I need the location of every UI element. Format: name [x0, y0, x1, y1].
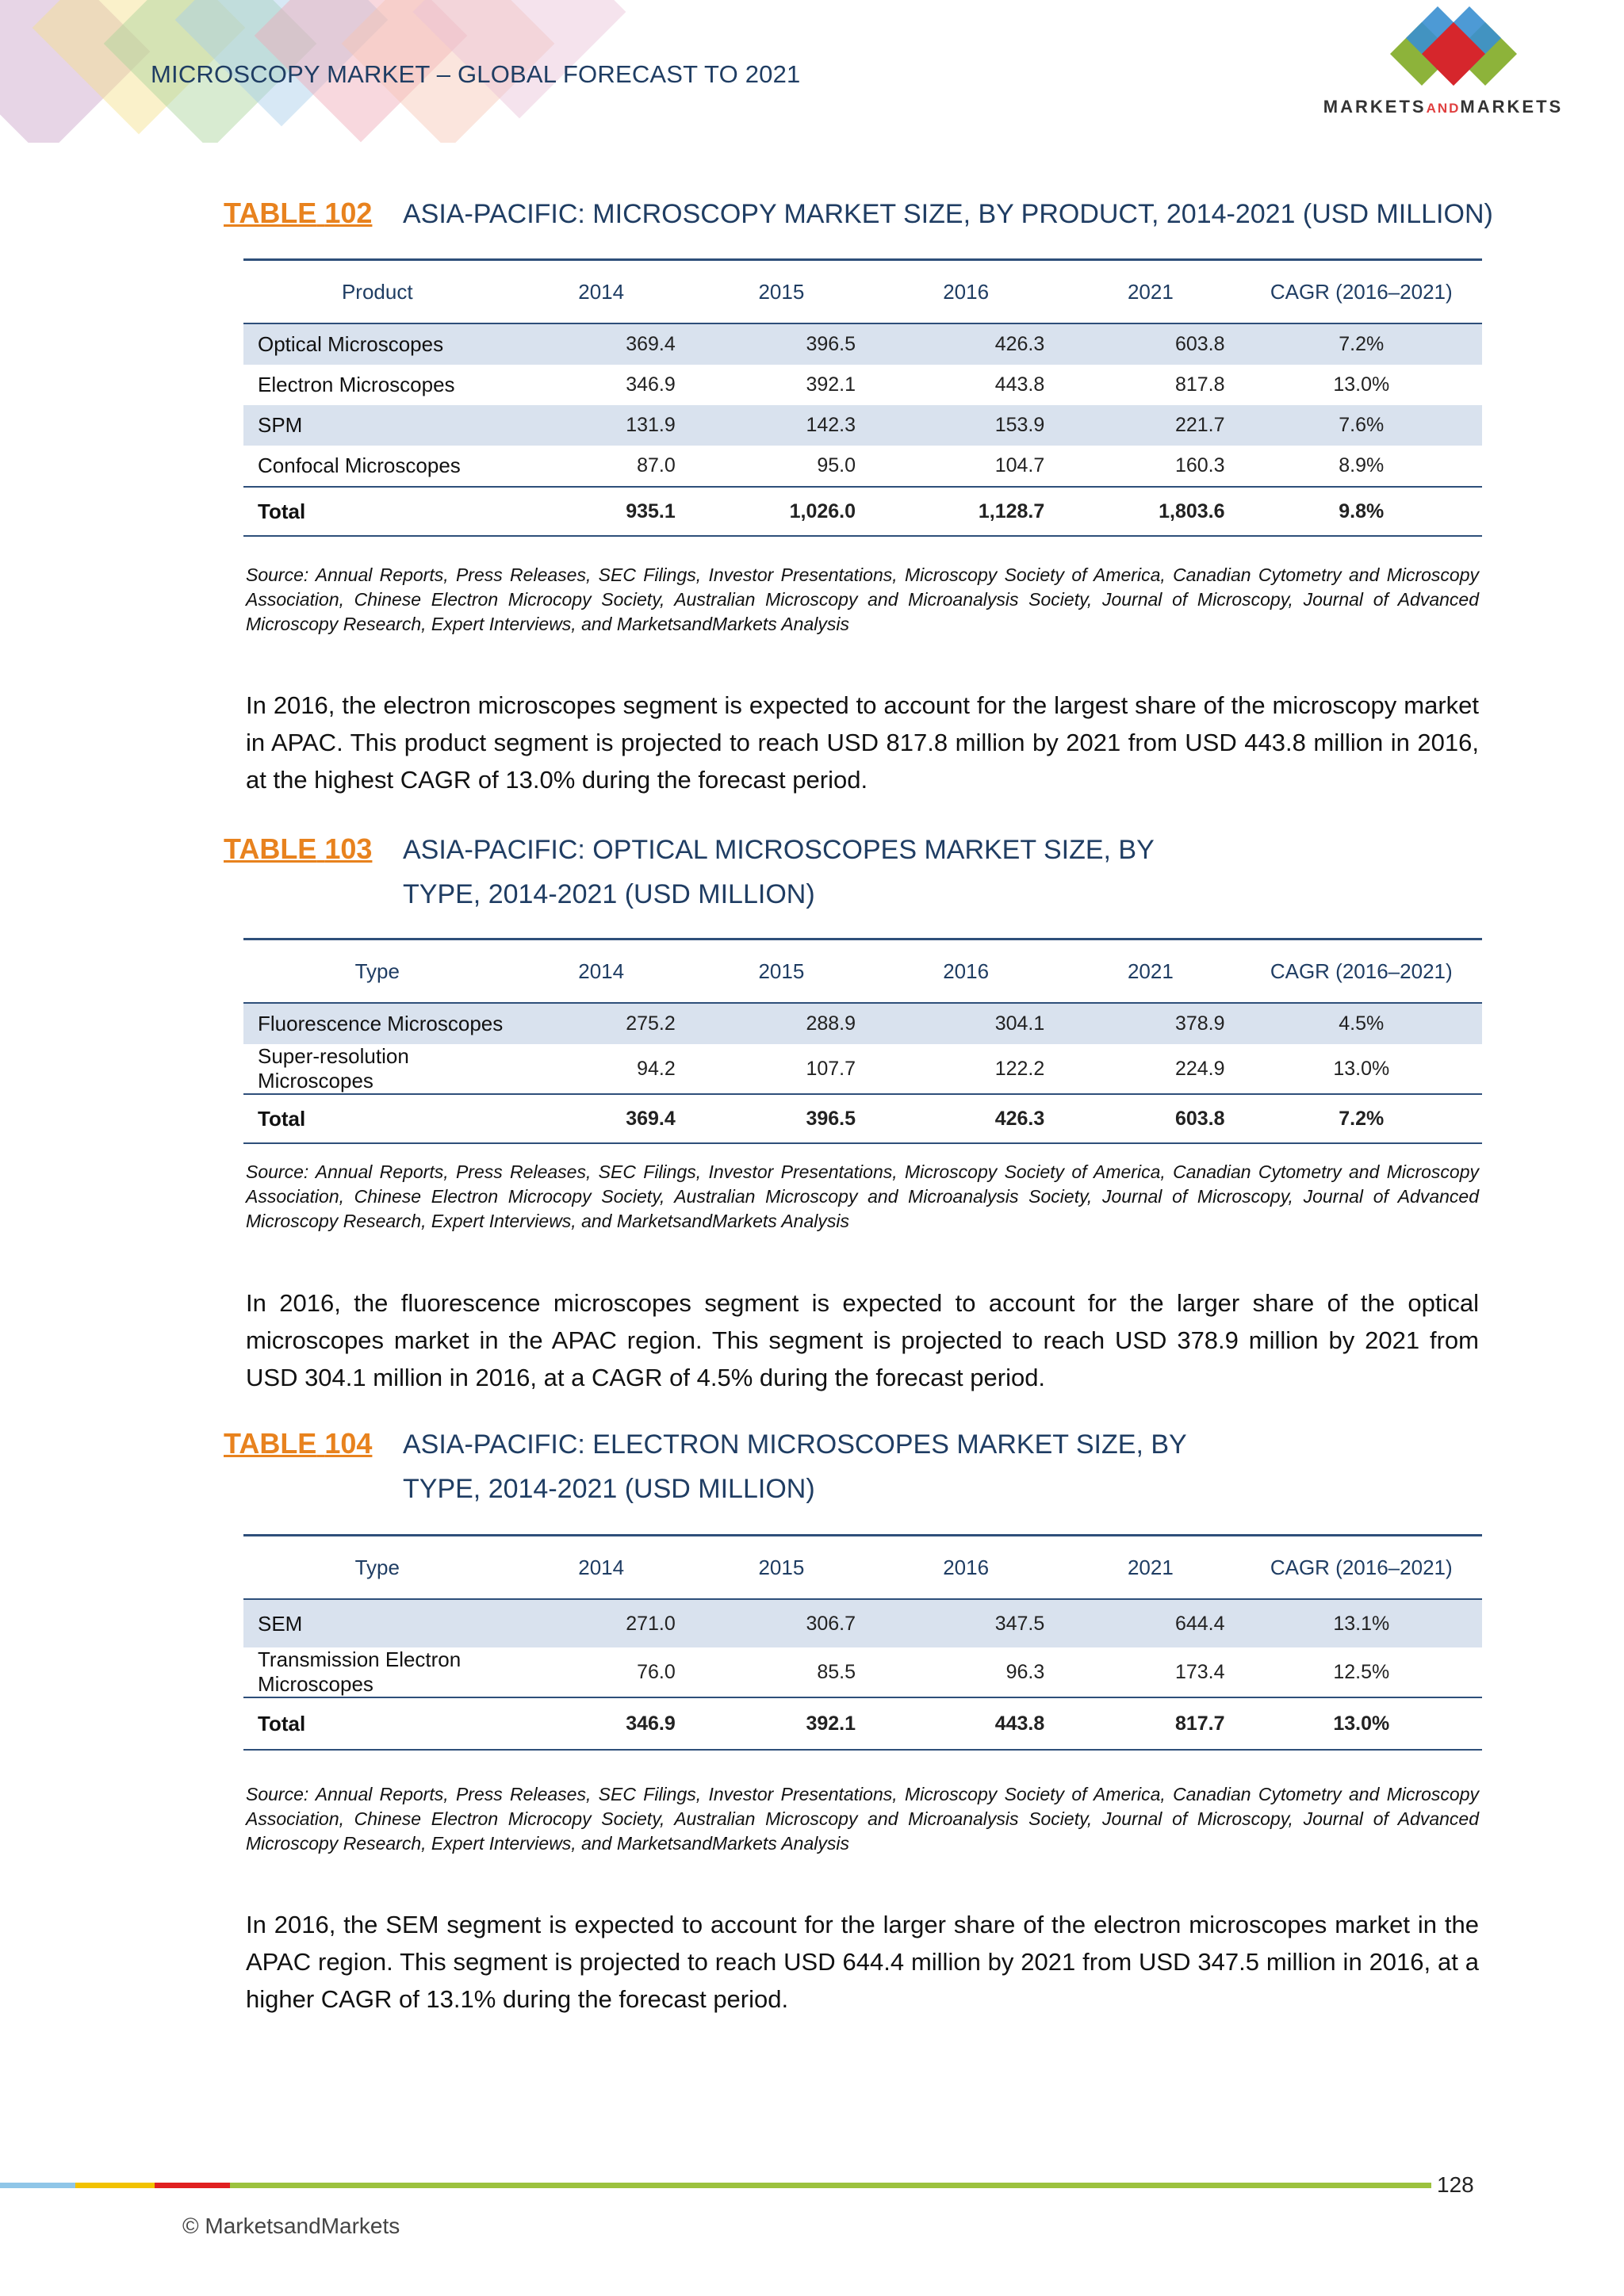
- cell-value: 288.9: [691, 1003, 871, 1044]
- row-label: Total: [243, 487, 511, 536]
- table-total-row: [243, 1094, 1482, 1143]
- footer-bar-blue: [0, 2183, 75, 2188]
- cell-value: 443.8: [871, 1697, 1060, 1750]
- table-row: [243, 1003, 1482, 1044]
- table-source: Source: Annual Reports, Press Releases, SEC Filings, Investor Presentations, Microscopy Society of America, Canadian Cytometry and Microscopy Association, Chinese Electron Microcopy Society, Australian Microscopy and Microanalysis Society, Journal of Microscopy, Journal of Advanced Microscopy Research, Expert Interviews, and MarketsandMarkets Analysis: [246, 1784, 1479, 1854]
- cell-value: 13.0%: [1333, 373, 1390, 396]
- column-header: 2015: [691, 260, 871, 324]
- column-header: 2016: [871, 939, 1060, 1004]
- cell-value: 122.2: [994, 1057, 1045, 1080]
- table-row: [243, 365, 1482, 405]
- cell-value: 347.5: [871, 1599, 1060, 1647]
- table-row: [243, 1647, 1482, 1697]
- copyright-text: © MarketsandMarkets: [182, 2214, 400, 2238]
- cell-value: 346.9: [626, 373, 676, 396]
- column-header: 2015: [691, 1536, 871, 1600]
- cell-value: 221.7: [1060, 405, 1240, 446]
- logo-text-markets2: MARKETS: [1460, 97, 1564, 117]
- cell-value: 603.8: [1060, 323, 1240, 365]
- cell-value: 224.9: [1174, 1057, 1225, 1080]
- column-header: CAGR (2016–2021): [1241, 260, 1482, 324]
- cell-value: 107.7: [806, 1057, 856, 1080]
- cell-value: 131.9: [511, 405, 691, 446]
- row-label: Optical Microscopes: [243, 323, 511, 365]
- cell-value: 4.5%: [1241, 1003, 1482, 1044]
- cell-value: 13.1%: [1241, 1599, 1482, 1647]
- column-header: Product: [243, 260, 511, 324]
- cell-value: 95.0: [817, 454, 856, 476]
- footer-bar-yellow: [75, 2183, 155, 2188]
- cell-value: 378.9: [1060, 1003, 1240, 1044]
- table-row: [243, 323, 1482, 365]
- cell-value: 12.5%: [1333, 1660, 1390, 1683]
- table-source: Source: Annual Reports, Press Releases, SEC Filings, Investor Presentations, Microscopy Society of America, Canadian Cytometry and Microscopy Association, Chinese Electron Microcopy Society, Australian Microscopy and Microanalysis Society, Journal of Microscopy, Journal of Advanced Microscopy Research, Expert Interviews, and MarketsandMarkets Analysis: [246, 564, 1479, 634]
- logo-text-markets: MARKETS: [1323, 97, 1427, 117]
- cell-value: 304.1: [871, 1003, 1060, 1044]
- table-label[interactable]: TABLE 103: [224, 832, 373, 865]
- cell-value: 13.0%: [1241, 1697, 1482, 1750]
- column-header: 2021: [1060, 260, 1240, 324]
- cell-value: 13.0%: [1333, 1057, 1390, 1080]
- table-source: Source: Annual Reports, Press Releases, SEC Filings, Investor Presentations, Microscopy Society of America, Canadian Cytometry and Microscopy Association, Chinese Electron Microcopy Society, Australian Microscopy and Microanalysis Society, Journal of Microscopy, Journal of Advanced Microscopy Research, Expert Interviews, and MarketsandMarkets Analysis: [246, 1161, 1479, 1231]
- table-total-row: [243, 1697, 1482, 1750]
- cell-value: 443.8: [994, 373, 1045, 396]
- row-label: Total: [243, 1094, 511, 1143]
- cell-value: 9.8%: [1241, 487, 1482, 536]
- row-label: Super-resolution Microscopes: [258, 1044, 409, 1093]
- column-header: 2021: [1060, 1536, 1240, 1600]
- cell-value: 817.7: [1060, 1697, 1240, 1750]
- logo-text-and: AND: [1426, 101, 1461, 116]
- row-label: Confocal Microscopes: [258, 453, 461, 477]
- cell-value: 603.8: [1060, 1094, 1240, 1143]
- table-row: [243, 446, 1482, 487]
- cell-value: 87.0: [637, 454, 676, 476]
- cell-value: 1,128.7: [871, 487, 1060, 536]
- table-row: [243, 1044, 1482, 1094]
- cell-value: 369.4: [511, 1094, 691, 1143]
- cell-value: 7.2%: [1241, 323, 1482, 365]
- cell-value: 426.3: [871, 323, 1060, 365]
- cell-value: 392.1: [806, 373, 856, 396]
- cell-value: 346.9: [511, 1697, 691, 1750]
- table-label[interactable]: TABLE 104: [224, 1427, 373, 1460]
- cell-value: 76.0: [637, 1660, 676, 1683]
- column-header: 2015: [691, 939, 871, 1004]
- table-total-row: [243, 487, 1482, 536]
- table-label[interactable]: TABLE 102: [224, 197, 373, 229]
- cell-value: 817.8: [1174, 373, 1225, 396]
- cell-value: 396.5: [691, 1094, 871, 1143]
- cell-value: 1,026.0: [691, 487, 871, 536]
- logo-text: [1300, 97, 1586, 117]
- row-label: Fluorescence Microscopes: [243, 1003, 511, 1044]
- cell-value: 426.3: [871, 1094, 1060, 1143]
- cell-value: 306.7: [691, 1599, 871, 1647]
- cell-value: 142.3: [691, 405, 871, 446]
- cell-value: 396.5: [691, 323, 871, 365]
- data-table: [243, 258, 1482, 537]
- column-header: 2021: [1060, 939, 1240, 1004]
- cell-value: 392.1: [691, 1697, 871, 1750]
- column-header: 2016: [871, 260, 1060, 324]
- row-label: SEM: [243, 1599, 511, 1647]
- cell-value: 8.9%: [1339, 454, 1385, 476]
- cell-value: 160.3: [1174, 454, 1225, 476]
- data-table: [243, 1534, 1482, 1751]
- cell-value: 85.5: [817, 1660, 856, 1683]
- document-header-title: MICROSCOPY MARKET – GLOBAL FORECAST TO 2021: [151, 60, 801, 88]
- column-header: 2014: [511, 260, 691, 324]
- cell-value: 644.4: [1060, 1599, 1240, 1647]
- body-paragraph: In 2016, the fluorescence microscopes segment is expected to account for the larger share of the optical microscopes market in the APAC region. This segment is projected to reach USD 378.9 million by 2021 from USD 304.1 million in 2016, at a CAGR of 4.5% during the forecast period.: [246, 1289, 1479, 1391]
- column-header: Type: [243, 939, 511, 1004]
- footer-bar-green: [230, 2183, 1431, 2188]
- cell-value: 96.3: [1005, 1660, 1045, 1683]
- cell-value: 153.9: [871, 405, 1060, 446]
- table-row: [243, 405, 1482, 446]
- cell-value: 94.2: [637, 1057, 676, 1080]
- table-row: [243, 1599, 1482, 1647]
- body-paragraph: In 2016, the SEM segment is expected to account for the larger share of the electron microscopes market in the APAC region. This segment is projected to reach USD 644.4 million by 2021 from USD 347.5 million in 2016, at a higher CAGR of 13.1% during the forecast period.: [246, 1911, 1479, 2013]
- cell-value: 1,803.6: [1060, 487, 1240, 536]
- footer-bar-red: [155, 2183, 230, 2188]
- column-header: CAGR (2016–2021): [1241, 1536, 1482, 1600]
- data-table: [243, 938, 1482, 1144]
- cell-value: 271.0: [511, 1599, 691, 1647]
- cell-value: 104.7: [994, 454, 1045, 476]
- cell-value: 275.2: [511, 1003, 691, 1044]
- cell-value: 935.1: [511, 487, 691, 536]
- cell-value: 7.2%: [1241, 1094, 1482, 1143]
- column-header: 2016: [871, 1536, 1060, 1600]
- column-header: Type: [243, 1536, 511, 1600]
- body-paragraph: In 2016, the electron microscopes segment is expected to account for the largest share of the microscopy market in APAC. This product segment is projected to reach USD 817.8 million by 2021 from USD 443.8 million in 2016, at the highest CAGR of 13.0% during the forecast period.: [246, 691, 1479, 794]
- table-title: ASIA-PACIFIC: ELECTRON MICROSCOPES MARKET SIZE, BY TYPE, 2014-2021 (USD MILLION): [403, 1429, 1187, 1504]
- cell-value: 7.6%: [1241, 405, 1482, 446]
- table-title: ASIA-PACIFIC: MICROSCOPY MARKET SIZE, BY PRODUCT, 2014-2021 (USD MILLION): [403, 199, 1493, 229]
- row-label: Transmission Electron Microscopes: [258, 1647, 462, 1696]
- cell-value: 173.4: [1174, 1660, 1225, 1683]
- column-header: 2014: [511, 939, 691, 1004]
- cell-value: 369.4: [511, 323, 691, 365]
- row-label: Electron Microscopes: [258, 373, 455, 396]
- column-header: 2014: [511, 1536, 691, 1600]
- table-title: ASIA-PACIFIC: OPTICAL MICROSCOPES MARKET SIZE, BY TYPE, 2014-2021 (USD MILLION): [403, 835, 1155, 909]
- column-header: CAGR (2016–2021): [1241, 939, 1482, 1004]
- row-label: Total: [243, 1697, 511, 1750]
- row-label: SPM: [243, 405, 511, 446]
- page-number: 128: [1437, 2172, 1474, 2197]
